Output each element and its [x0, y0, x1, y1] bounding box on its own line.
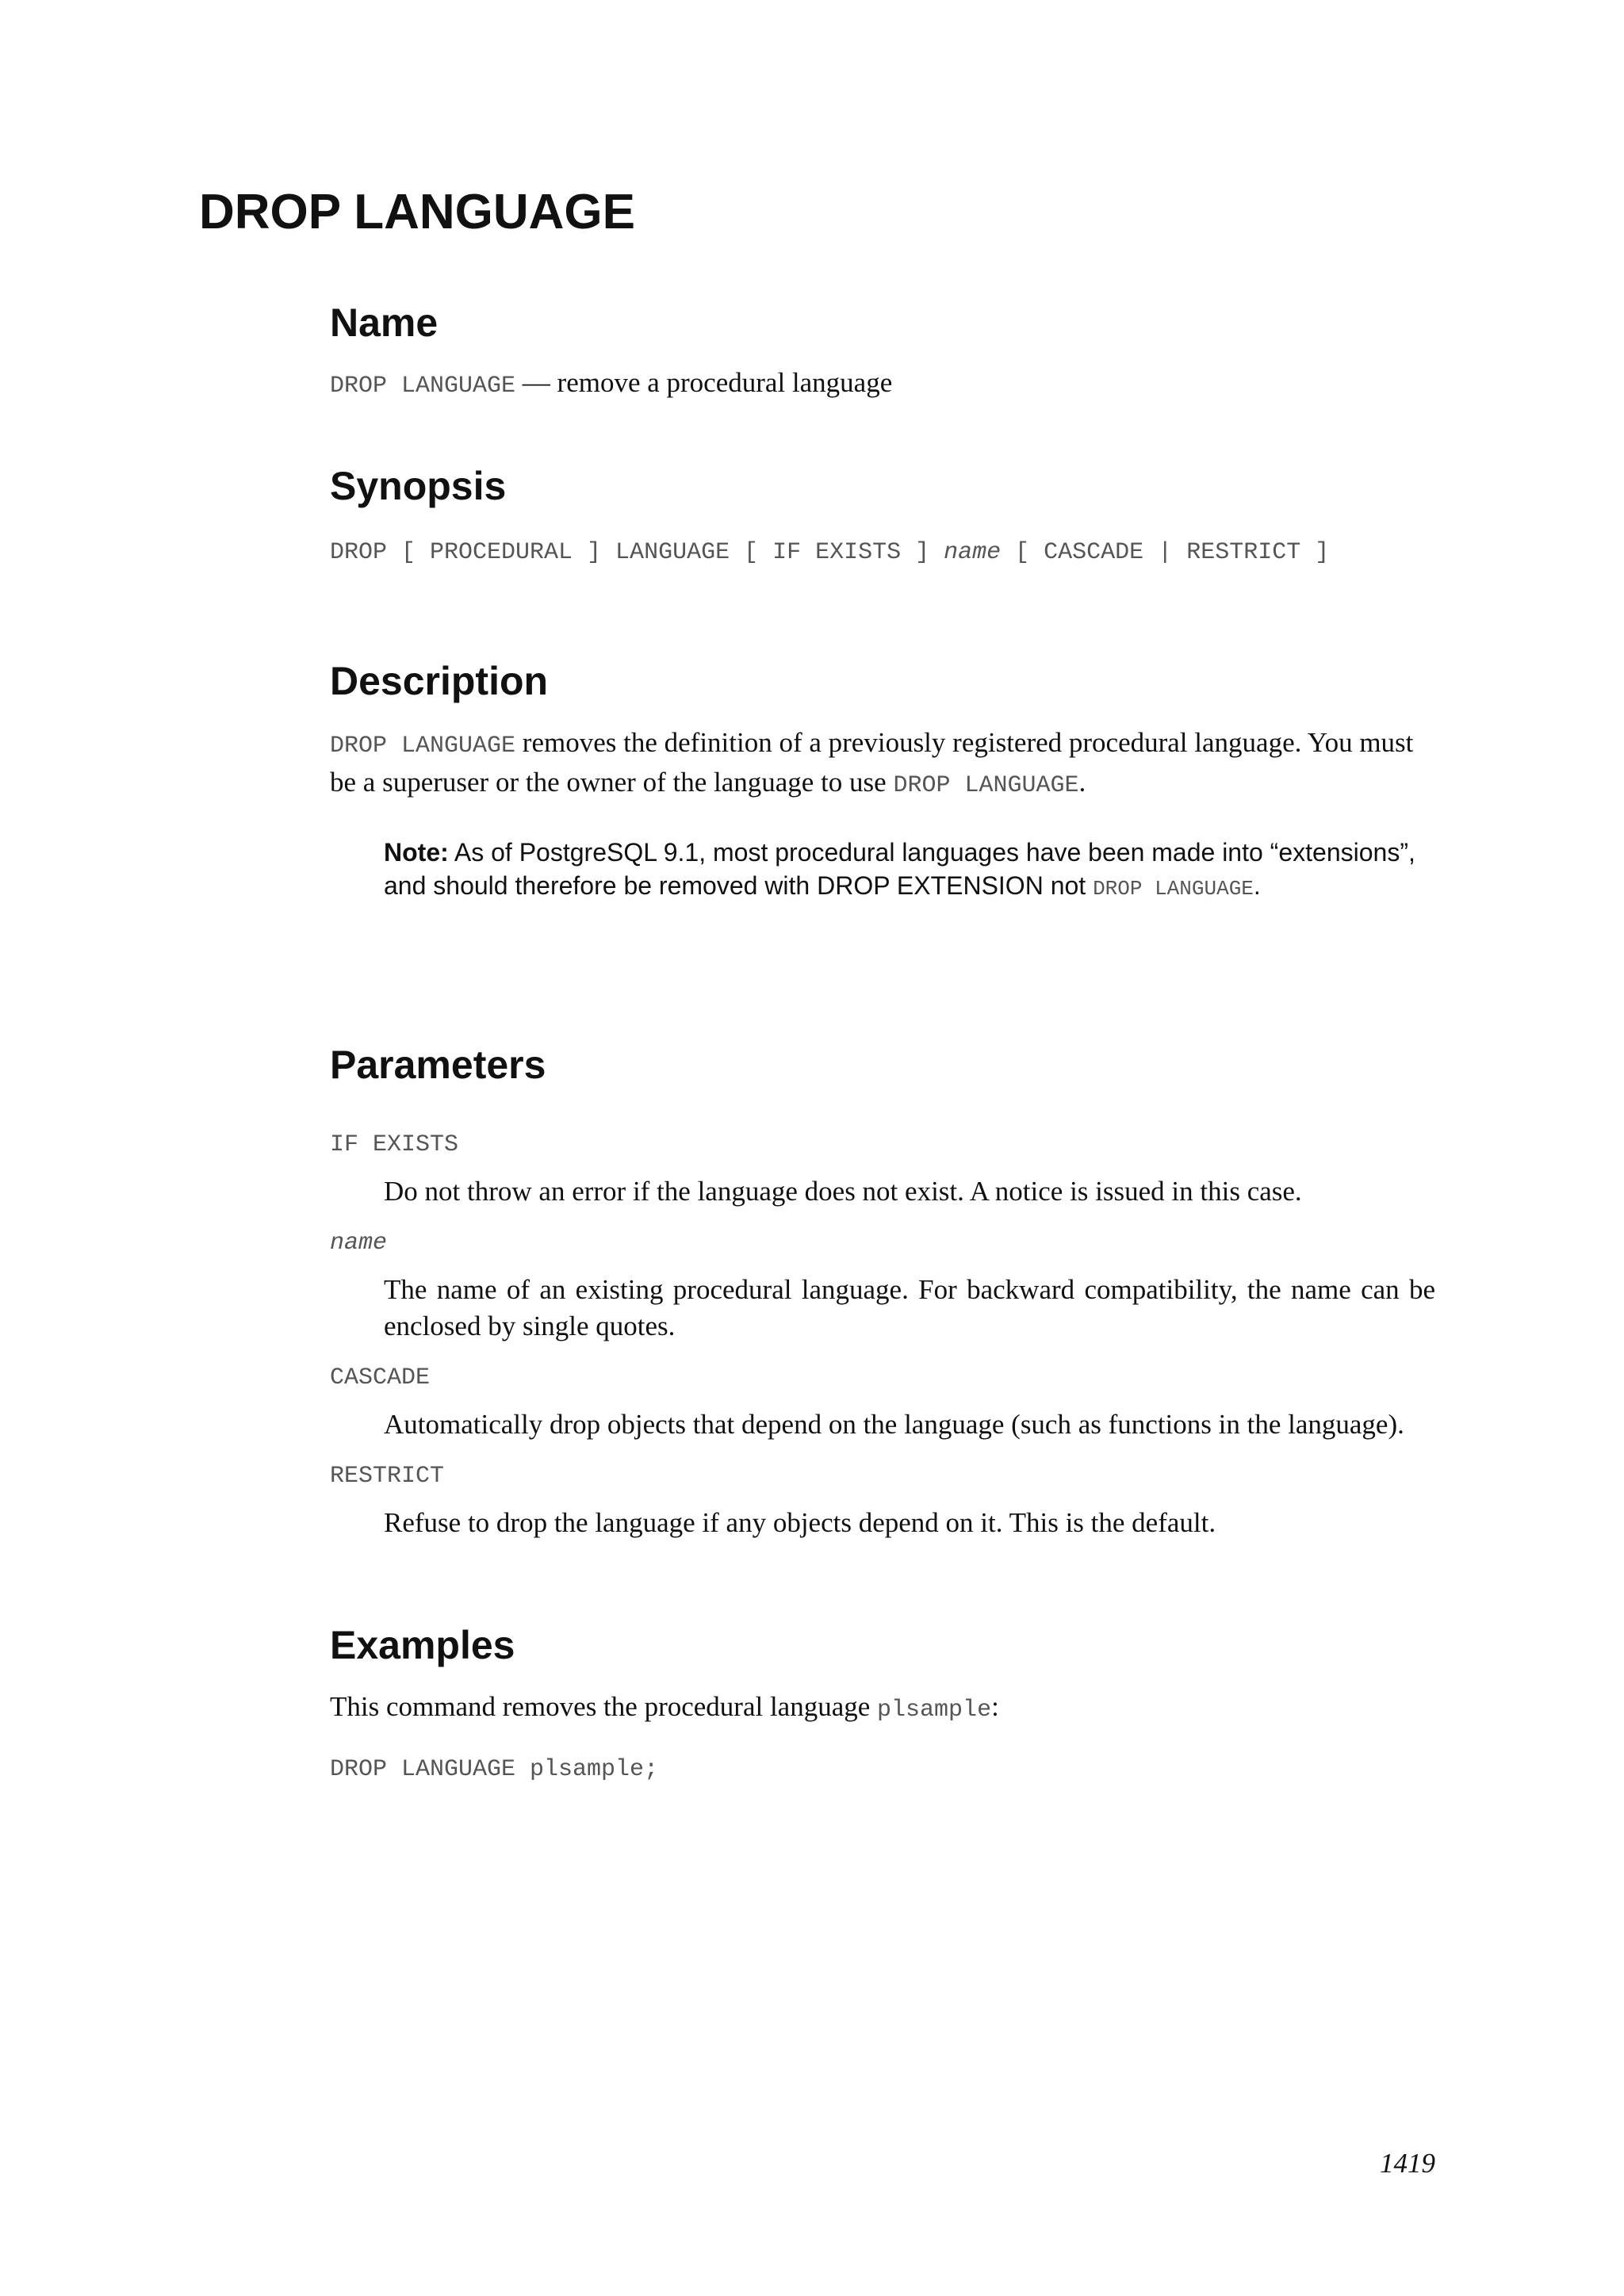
- param-term-if-exists: IF EXISTS: [330, 1131, 459, 1158]
- description-text1: removes the definition of a previously registered procedural language. You must be a superuser or the owner of the language to use: [330, 727, 1414, 798]
- examples-heading: Examples: [330, 1623, 515, 1667]
- description-paragraph: [330, 725, 1435, 804]
- parameters-heading: Parameters: [330, 1043, 546, 1087]
- param-term-name: name: [330, 1230, 388, 1257]
- page-number: 1419: [1380, 2148, 1435, 2179]
- note-text1: As of PostgreSQL 9.1, most procedural languages have been made into “extensions”, and should therefore be removed with DROP EXTENSION not: [384, 838, 1415, 900]
- param-def-cascade: Automatically drop objects that depend on the language (such as functions in the language).: [384, 1409, 1404, 1440]
- examples-intro-end: :: [991, 1691, 999, 1722]
- description-cmd2: DROP LANGUAGE: [893, 772, 1079, 799]
- description-cmd1: DROP LANGUAGE: [330, 733, 516, 760]
- param-def-if-exists: Do not throw an error if the language does not exist. A notice is issued in this case.: [384, 1176, 1302, 1207]
- description-heading: Description: [330, 659, 549, 703]
- note-cmd: DROP LANGUAGE: [1093, 877, 1254, 901]
- param-def-name: The name of an existing procedural language. For backward compatibility, the name can be enclosed by single quotes.: [384, 1274, 1435, 1341]
- page-title: DROP LANGUAGE: [199, 185, 636, 239]
- param-def-restrict: Refuse to drop the language if any objects depend on it. This is the default.: [384, 1507, 1216, 1538]
- name-heading: Name: [330, 300, 439, 345]
- name-summary: — remove a procedural language: [522, 367, 893, 398]
- examples-intro-text: This command removes the procedural language: [330, 1691, 878, 1722]
- name-command: DROP LANGUAGE: [330, 373, 516, 400]
- synopsis-code: [330, 534, 1329, 571]
- examples-intro: [330, 1689, 999, 1728]
- note-label: Note:: [384, 838, 449, 867]
- examples-intro-code: plsample: [877, 1697, 992, 1724]
- name-line: [330, 365, 892, 404]
- synopsis-part2: [ CASCADE | RESTRICT ]: [1001, 539, 1330, 566]
- example-code: DROP LANGUAGE plsample;: [330, 1756, 659, 1783]
- param-term-restrict: RESTRICT: [330, 1463, 445, 1490]
- description-text2: .: [1078, 767, 1086, 798]
- synopsis-heading: Synopsis: [330, 464, 507, 508]
- param-term-cascade: CASCADE: [330, 1364, 431, 1391]
- synopsis-part1: DROP [ PROCEDURAL ] LANGUAGE [ IF EXISTS ]: [330, 539, 944, 566]
- note-box: [384, 836, 1435, 905]
- synopsis-param: name: [944, 539, 1002, 566]
- note-text2: .: [1253, 871, 1261, 900]
